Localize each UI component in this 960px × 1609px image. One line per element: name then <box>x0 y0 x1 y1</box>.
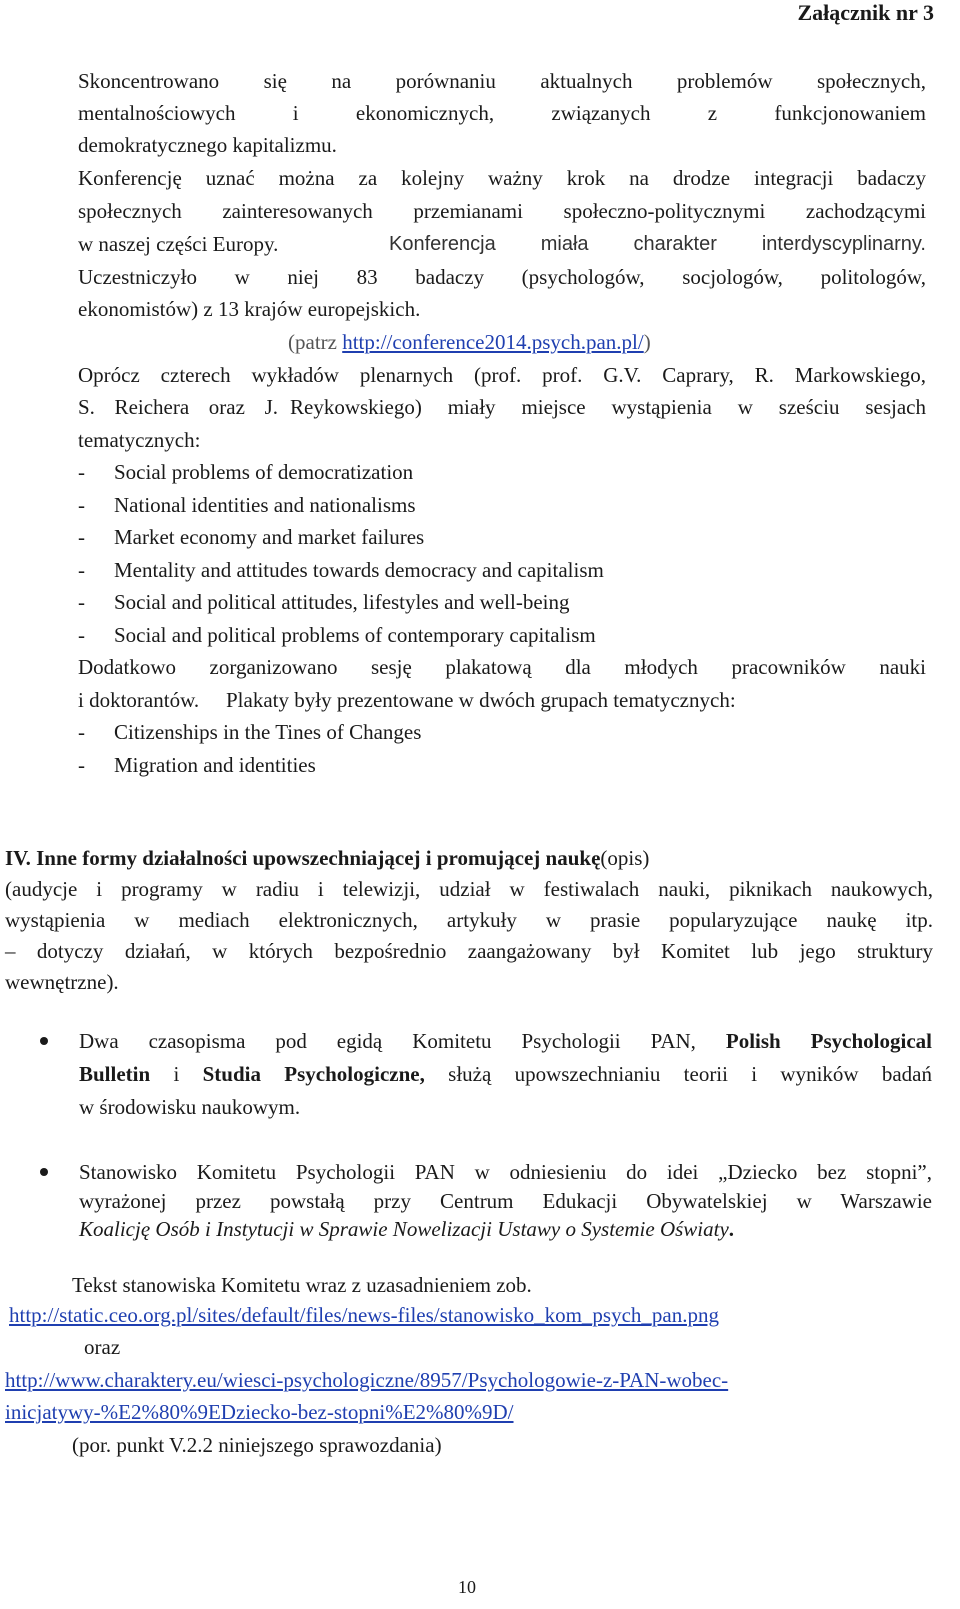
paragraph-line: Oprócz czterech wykładów plenarnych (prof. prof. G.V. Caprary, R. Markowskiego, <box>78 363 926 387</box>
paragraph-line: tematycznych: <box>78 428 201 452</box>
bullet-text: . <box>728 1217 735 1241</box>
coalition-name: Koalicję Osób i Instytucji w Sprawie Nowelizacji Ustawy o Systemie Oświaty <box>79 1217 729 1241</box>
patrz-close: ) <box>643 330 651 354</box>
journal-name: Bulletin <box>79 1062 151 1086</box>
bullet-text: służą upowszechnianiu teorii i wyników badań <box>448 1062 932 1086</box>
section-description-line: wewnętrzne). <box>5 970 119 994</box>
reference-text: Tekst stanowiska Komitetu wraz z uzasadnieniem zob. <box>72 1273 532 1297</box>
paragraph-line: Reykowskiego) miały miejsce wystąpienia w sześciu sesjach <box>290 395 926 419</box>
paragraph-line: społecznych zainteresowanych przemianami społeczno-politycznymi zachodzącymi <box>78 199 926 223</box>
list-item: Social problems of democratization <box>114 460 414 484</box>
paragraph-line: Dodatkowo zorganizowano sesję plakatową dla młodych pracowników nauki <box>78 655 926 679</box>
list-dash: - <box>78 590 85 614</box>
paragraph-line: demokratycznego kapitalizmu. <box>78 133 337 157</box>
list-dash: - <box>78 558 85 582</box>
list-item: Mentality and attitudes towards democracy and capitalism <box>114 558 604 582</box>
section-description-line: (audycje i programy w radiu i telewizji, udział w festiwalach nauki, piknikach naukowych, <box>5 877 933 901</box>
paragraph-line: Konferencję uznać można za kolejny ważny krok na drodze integracji badaczy <box>78 166 926 190</box>
list-item: Social and political attitudes, lifestyles and well-being <box>114 590 570 614</box>
bullet-text: Dwa czasopisma pod egidą Komitetu Psychologii PAN, <box>79 1029 696 1053</box>
page-header: Załącznik nr 3 <box>797 0 934 25</box>
list-item: Social and political problems of contemporary capitalism <box>114 623 596 647</box>
paragraph-line: mentalnościowych i ekonomicznych, związanych z funkcjonowaniem <box>78 101 926 125</box>
list-dash: - <box>78 525 85 549</box>
list-item: Market economy and market failures <box>114 525 425 549</box>
list-dash: - <box>78 753 85 777</box>
conference-link[interactable]: http://conference2014.psych.pan.pl/ <box>342 330 644 354</box>
section-title-note: (opis) <box>600 846 650 870</box>
paragraph-line: Uczestniczyło w niej 83 badaczy (psychologów, socjologów, politologów, <box>78 265 926 289</box>
reference-text: oraz <box>84 1335 121 1359</box>
paragraph-line: S. Reichera oraz J. <box>78 395 278 419</box>
page-number: 10 <box>458 1577 476 1597</box>
journal-name: Polish Psychological <box>725 1029 932 1053</box>
paragraph-line: ekonomistów) z 13 krajów europejskich. <box>78 297 421 321</box>
patrz-reference <box>288 330 651 354</box>
bullet-line <box>79 1029 932 1053</box>
bullet-line: Stanowisko Komitetu Psychologii PAN w odniesieniu do idei „Dziecko bez stopni”, <box>79 1160 932 1184</box>
list-dash: - <box>78 460 85 484</box>
paragraph-line: i doktorantów. <box>78 688 200 712</box>
list-item: National identities and nationalisms <box>114 493 416 517</box>
list-dash: - <box>78 720 85 744</box>
list-item: Migration and identities <box>114 753 316 777</box>
section-description-line: wystąpienia w mediach elektronicznych, artykuły w prasie popularyzujące naukę itp. <box>5 908 933 932</box>
section-title: IV. Inne formy działalności upowszechniającej i promującej naukę <box>5 846 601 870</box>
bullet-text: i <box>173 1062 180 1086</box>
journal-name: Studia Psychologiczne, <box>202 1062 425 1086</box>
list-dash: - <box>78 623 85 647</box>
section-heading <box>5 846 649 870</box>
reference-text: (por. punkt V.2.2 niniejszego sprawozdania) <box>72 1433 442 1457</box>
paragraph-line: Plakaty były prezentowane w dwóch grupach tematycznych: <box>226 688 736 712</box>
charaktery-link-continued[interactable]: inicjatywy-%E2%80%9EDziecko-bez-stopni%E2%80%9D/ <box>5 1400 514 1424</box>
bullet-icon <box>40 1168 48 1176</box>
charaktery-link[interactable]: http://www.charaktery.eu/wiesci-psychologiczne/8957/Psychologowie-z-PAN-wobec- <box>5 1368 729 1392</box>
list-dash: - <box>78 493 85 517</box>
patrz-open: (patrz <box>288 330 343 354</box>
bullet-line <box>79 1217 734 1241</box>
paragraph-line: Skoncentrowano się na porównaniu aktualnych problemów społecznych, <box>78 69 926 93</box>
stanowisko-link[interactable]: http://static.ceo.org.pl/sites/default/files/news-files/stanowisko_kom_psych_pan.png <box>9 1303 720 1327</box>
bullet-line: w środowisku naukowym. <box>79 1095 301 1119</box>
section-description-line: – dotyczy działań, w których bezpośrednio zaangażowany był Komitet lub jego struktury <box>5 939 933 963</box>
bullet-icon <box>40 1037 48 1045</box>
list-item: Citizenships in the Tines of Changes <box>114 720 422 744</box>
paragraph-line: Konferencja miała charakter interdyscyplinarny. <box>389 233 926 255</box>
paragraph-line: w naszej części Europy. <box>78 232 279 256</box>
bullet-line: wyrażonej przez powstałą przy Centrum Edukacji Obywatelskiej w Warszawie <box>79 1189 932 1213</box>
bullet-line <box>79 1062 932 1086</box>
